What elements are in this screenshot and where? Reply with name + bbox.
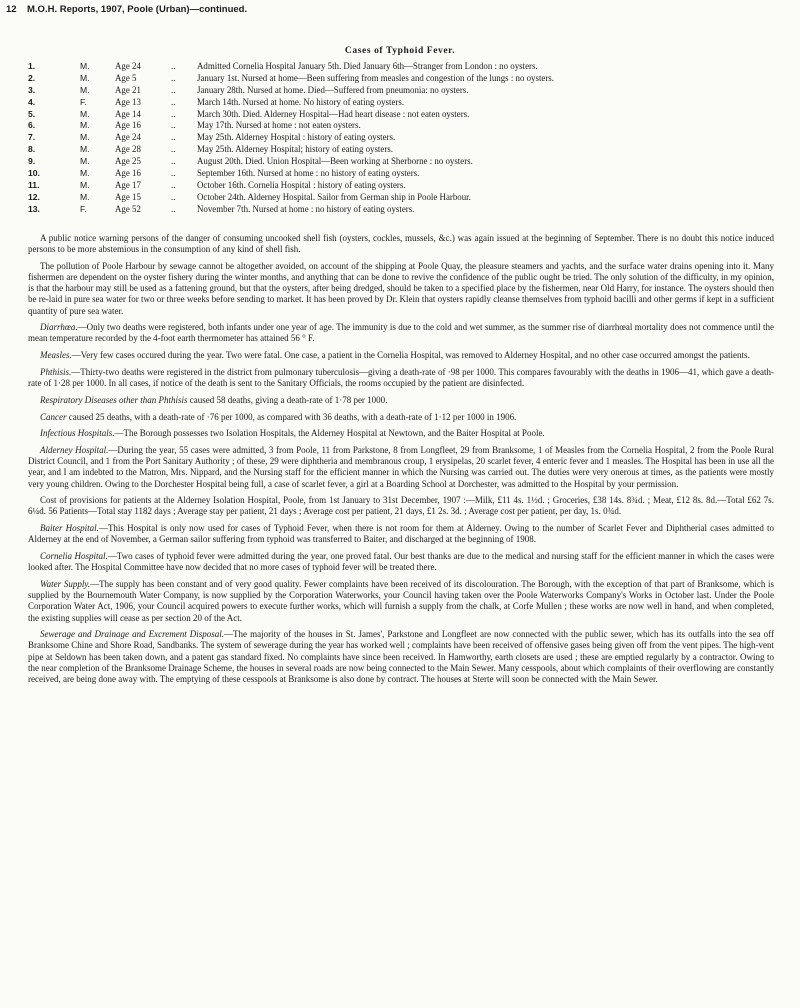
paragraph-heading: Alderney Hospital. [40,445,109,456]
case-detail: May 25th. Alderney Hospital : history of eating oysters. [197,132,396,143]
paragraph-heading: Water Supply. [40,579,91,590]
case-sex: M. [80,120,90,131]
paragraph-text: —This Hospital is only now used for cases of Typhoid Fever, when there is not room for them at Alderney. Owing to the number of Scarlet Fever and Diphtherial cases admitted to Alderney at the end of November, a German sailor suffering from typhoid was transferred to Baiter, and discharged at the beginning of 1908. [28,523,775,545]
case-separator: .. [171,61,176,71]
case-sex: M. [80,156,90,167]
paragraph-text: caused 25 deaths, with a death-rate of ·76 per 1000, as compared with 36 deaths, with a death-rate of 1·12 per 1000 in 1906. [66,411,517,422]
case-sex: M. [80,72,90,83]
case-age: Age 13 [115,96,141,107]
case-age: Age 5 [115,72,137,83]
case-row [28,168,554,180]
case-sex: M. [80,179,90,190]
case-number: 2. [28,72,36,83]
paragraph-text: Cost of provisions for patients at the Alderney Isolation Hospital, Poole, from 1st January to 31st December, 1907 :—Milk, £11 4s. 1½d. ; Groceries, £38 14s. 8¾d. ; Meat, £12 8s. 8d.—Total £62 7s. 6¼d. 56 Patients—Total stay 1182 days ; Average stay per patient, 21 days ; Average cost per patient, 21 days, £1 2s. 3d. ; Average cost per patient, per day, 1s. 0¾d. [28,495,774,517]
case-age: Age 24 [115,61,141,71]
case-detail: May 25th. Alderney Hospital; history of eating oysters. [197,144,393,155]
paragraph-heading: Sewerage and Drainage and Excrement Disposal. [40,629,225,640]
case-separator: .. [171,132,176,143]
paragraph [28,629,774,685]
case-row [28,109,554,121]
case-separator: .. [171,168,176,179]
case-sex: M. [80,191,90,202]
paragraph-heading: Baiter Hospital. [40,523,99,534]
case-number: 8. [28,144,36,155]
case-detail: Admitted Cornelia Hospital January 5th. Died January 6th—Stranger from London : no oysters. [197,61,538,71]
page-header [6,4,247,16]
case-sex: M. [80,108,90,119]
paragraph [28,350,774,361]
case-detail: November 7th. Nursed at home : no history of eating oysters. [197,203,415,214]
case-detail: August 20th. Died. Union Hospital—Been working at Sherborne : no oysters. [197,156,473,167]
case-separator: .. [171,84,176,95]
case-separator: .. [171,144,176,155]
report-body [28,233,774,691]
case-separator: .. [171,203,176,214]
paragraph [28,445,774,490]
paragraph-text: The pollution of Poole Harbour by sewage cannot be altogether avoided, on account of the shipping at Poole Quay, the pleasure steamers and yachts, and the surface water drains opening into it. Many fishermen are dependent on the oyster fishery during the winter months, and anything that can be done to revive the confidence of the public ought be tried. The only solution of the difficulty, in my opinion, is that the harbour may still be used as a fattening ground, but that the oysters, after being dredged, should be taken to a specified place by the fishermen, near Old Harry, for instance. The oysters should then be re-laid in pure sea water for two or three weeks before sending to market. It has been proved by Dr. Klein that oysters rapidly cleanse themselves from typhoid bacilli and other germs if kept in a sufficient quantity of pure sea water. [28,260,774,316]
case-separator: .. [171,191,176,202]
paragraph [28,495,774,517]
paragraph-heading: Cornelia Hospital. [40,551,108,562]
case-row [28,156,554,168]
paragraph-text: —Only two deaths were registered, both infants under one year of age. The immunity is due to the cold and wet summer, as the summer rise of diarrhœal mortality does not commence until the mean temperature recorded by the 4-foot earth thermometer has attained 56 ° F. [28,322,774,344]
case-sex: M. [80,61,90,71]
paragraph-heading: Respiratory Diseases other than Phthisis [40,394,188,405]
paragraph [28,523,774,545]
case-detail: September 16th. Nursed at home : no history of eating oysters. [197,168,420,179]
paragraph-text: —Very few cases occured during the year. Two were fatal. One case, a patient in the Cornelia Hospital, was removed to Alderney Hospital, and no other case occurred amongst the patients. [71,350,750,361]
case-row [28,73,554,85]
typhoid-cases-table [28,61,554,216]
case-age: Age 21 [115,84,141,95]
case-age: Age 52 [115,203,141,214]
paragraph-text: caused 58 deaths, giving a death-rate of 1·78 per 1000. [187,394,388,405]
case-number: 3. [28,84,36,95]
paragraph [28,261,774,317]
paragraph-heading: Infectious Hospitals. [40,428,115,439]
paragraph [28,579,774,624]
paragraph [28,233,774,255]
paragraph-text: —The Borough possesses two Isolation Hospitals, the Alderney Hospital at Newtown, and the Baiter Hospital at Poole. [114,428,545,439]
paragraph [28,367,774,389]
case-age: Age 28 [115,144,141,155]
paragraph-text: —Two cases of typhoid fever were admitted during the year, one proved fatal. Our best thanks are due to the medical and nursing staff for the efficient manner in which the cases were looked after. The Hospital Committee have now decided that no more cases of typhoid fever will be treated there. [28,551,774,573]
case-number: 1. [28,61,36,71]
paragraph-heading: Diarrhœa. [40,322,78,333]
case-number: 10. [28,168,40,179]
paragraph-heading: Measles. [40,350,72,361]
case-row [28,61,554,73]
case-detail: May 17th. Nursed at home : not eaten oysters. [197,120,361,131]
running-title: M.O.H. Reports, 1907, Poole (Urban)—continued. [27,4,248,15]
case-sex: F. [80,203,87,214]
page-number: 12 [6,4,17,15]
paragraph [28,322,774,344]
case-age: Age 25 [115,156,141,167]
case-number: 12. [28,191,40,202]
paragraph-text: —During the year, 55 cases were admitted, 3 from Poole, 11 from Parkstone, 8 from Longfleet, 29 from Branksome, 1 of Measles from the Cornelia Hospital, 2 from the Poole Rural District Council, and 1 from the Port Sanitary Authority ; of these, 29 were diphtheria and membranous croup, 1 erysipelas, 20 scarlet fever, 4 enteric fever and 1 measles. The Hospital has been in use all the year, and I am indebted to the Matron, Mrs. Nippard, and the Nursing staff for the efficient manner in which the Nursing was carried out. The duties were very onerous at times, as the patients were mostly very young children. Owing to the Dorchester Hospital being full, a case of scarlet fever, a girl at a Boarding School at Dorchester, was admitted to the Hospital by your permission. [28,445,774,489]
case-number: 13. [28,203,40,214]
case-detail: March 30th. Died. Alderney Hospital—Had heart disease : not eaten oysters. [197,108,470,119]
case-age: Age 15 [115,191,141,202]
section-title: Cases of Typhoid Fever. [344,46,456,56]
case-sex: M. [80,144,90,155]
case-number: 9. [28,156,36,167]
case-row [28,97,554,109]
case-number: 5. [28,108,36,119]
case-detail: October 24th. Alderney Hospital. Sailor from German ship in Poole Harbour. [197,191,471,202]
paragraph-heading: Cancer [40,411,67,422]
case-separator: .. [171,179,176,190]
case-detail: January 28th. Nursed at home. Died—Suffered from pneumonia: no oysters. [197,84,469,95]
case-row [28,120,554,132]
case-age: Age 24 [115,132,141,143]
case-separator: .. [171,108,176,119]
case-age: Age 17 [115,179,141,190]
case-separator: .. [171,120,176,131]
case-separator: .. [171,96,176,107]
case-row [28,192,554,204]
case-separator: .. [171,72,176,83]
case-number: 6. [28,120,36,131]
case-sex: F. [80,96,87,107]
paragraph-text: —The majority of the houses in St. James', Parkstone and Longfleet are now connected with the public sewer, which has its outfalls into the sea off Branksome Chine and Shore Road, Sandbanks. The system of sewerage during the year has worked well ; complaints have been received of offensive gases being given off from the vent pipes. The high-vent pipe at Seldown has been taken down, and a patent gas standard fixed. No complaints have since been received. In Hamworthy, earth closets are used ; these are emptied regularly by a contractor. Owing to the near completion of the Branksome Drainage Scheme, the houses in several roads are now being connected to the Main Sewer. Many cesspools, about which complaints of their overflowing are constantly received, are being done away with. The emptying of these cesspools at Branksome is also done by contract. The houses at Sterte will soon be connected with the Main Sewer. [28,629,775,684]
case-separator: .. [171,156,176,167]
case-detail: March 14th. Nursed at home. No history of eating oysters. [197,96,405,107]
paragraph-text: —The supply has been constant and of very good quality. Fewer complaints have been received of its discolouration. The Borough, with the exception of that part of Branksome, which is supplied by the Bournemouth Water Company, is now supplied by the Corporation Waterworks, your Council having taken over the Poole Waterworks Company's Works in October last. Under the Poole Corporation Water Act, 1906, your Council acquired powers to execute further works, which will furnish a supply from the chalk, at Corfe Mullen ; these works are now well in hand, and when completed, the existing supplies will cease as per section 20 of the Act. [28,579,774,623]
case-sex: M. [80,84,90,95]
case-number: 7. [28,132,36,143]
case-number: 4. [28,96,36,107]
case-row [28,132,554,144]
case-row [28,204,554,216]
case-age: Age 16 [115,120,141,131]
case-sex: M. [80,132,90,143]
case-row [28,180,554,192]
case-age: Age 16 [115,168,141,179]
paragraph-heading: Phthisis. [40,366,72,377]
case-row [28,144,554,156]
paragraph [28,412,774,423]
case-detail: October 16th. Cornelia Hospital : history of eating oysters. [197,179,406,190]
paragraph [28,395,774,406]
paragraph [28,428,774,439]
case-detail: January 1st. Nursed at home—Been suffering from measles and congestion of the lungs : no oysters. [197,72,554,83]
case-age: Age 14 [115,108,141,119]
case-row [28,85,554,97]
paragraph-text: —Thirty-two deaths were registered in the district from pulmonary tuberculosis—giving a death-rate of ·98 per 1000. This compares favourably with the deaths in 1906—41, which gave a death-rate of 1·28 per 1000. In all cases, if notice of the death is sent to the Sanitary Officials, the rooms occupied by the patient are disinfected. [28,366,774,389]
paragraph [28,551,774,573]
case-sex: M. [80,168,90,179]
paragraph-text: A public notice warning persons of the danger of consuming uncooked shell fish (oysters, cockles, mussels, &c.) was again issued at the beginning of September. There is no doubt this notice induced persons to be more abstemious in the consumption of any kind of shell fish. [28,233,774,255]
case-number: 11. [28,179,40,190]
